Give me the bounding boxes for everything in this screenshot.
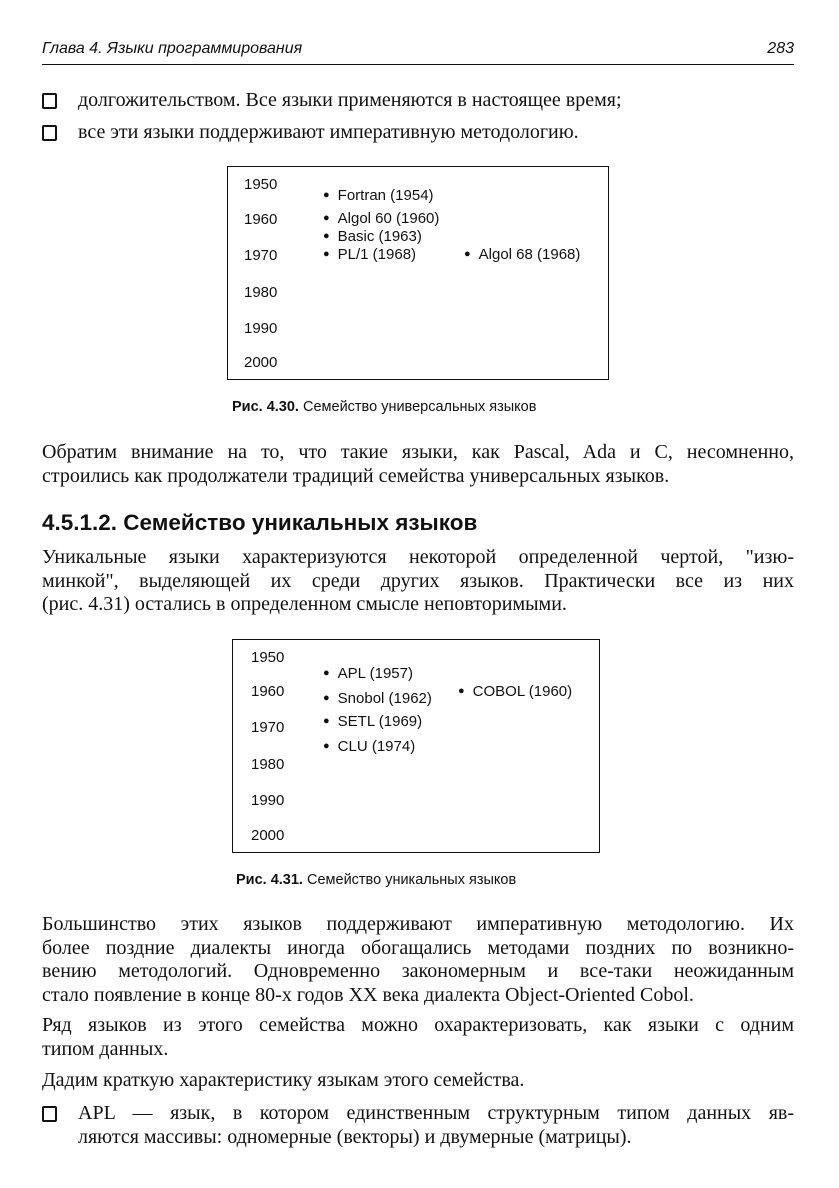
- year-label: 1970: [251, 719, 285, 736]
- figure-caption: [232, 399, 536, 415]
- bullet-text: долгожительством. Все языки применяются в настоящее время;: [78, 89, 622, 111]
- text-line: Уникальные языки характеризуются некоторой определенной чертой, "изю-: [42, 546, 794, 568]
- language-entry: ● Algol 60 (1960): [323, 210, 439, 227]
- text-line: стало появление в конце 80-х годов XX века диалекта Object-Oriented Cobol.: [42, 983, 694, 1006]
- paragraph: [42, 441, 794, 488]
- checkbox-bullet-icon: [42, 125, 57, 141]
- paragraph: [42, 546, 794, 617]
- caption-text: Семейство уникальных языков: [307, 872, 517, 888]
- paragraph: [42, 913, 794, 1007]
- language-entry: ● SETL (1969): [323, 713, 422, 730]
- language-entry: ● COBOL (1960): [458, 683, 572, 700]
- bullet-text: APL — язык, в котором единственным структурным типом данных яв-: [78, 1102, 794, 1124]
- year-label: 1990: [244, 320, 278, 337]
- caption-label: Рис. 4.30.: [232, 399, 299, 415]
- text-line: типом данных.: [42, 1037, 169, 1060]
- year-label: 1990: [251, 792, 285, 809]
- checkbox-bullet-icon: [42, 93, 57, 109]
- text-line: минкой", выделяющей их среди других языков. Практически все из них: [42, 569, 794, 592]
- text-line: вению методологий. Одновременно закономерным и все-таки неожиданным: [42, 960, 794, 982]
- bullet-text: все эти языки поддерживают императивную методологию.: [78, 121, 579, 143]
- text-line: Ряд языков из этого семейства можно охарактеризовать, как языки с одним: [42, 1014, 794, 1036]
- year-label: 1960: [244, 211, 278, 228]
- language-entry: ● PL/1 (1968): [323, 246, 416, 263]
- year-label: 1980: [251, 756, 285, 773]
- year-label: 1970: [244, 247, 278, 264]
- language-entry: ● CLU (1974): [323, 738, 415, 755]
- year-label: 1950: [244, 176, 278, 193]
- section-heading: 4.5.1.2. Семейство уникальных языков: [42, 510, 478, 535]
- language-entry: ● Fortran (1954): [323, 187, 434, 204]
- year-label: 1980: [244, 284, 278, 301]
- language-entry: ● APL (1957): [323, 665, 413, 682]
- text-line: Большинство этих языков поддерживают императивную методологию. Их: [42, 913, 794, 935]
- paragraph: [42, 1069, 794, 1093]
- running-head: [42, 38, 794, 65]
- page-number: 283: [767, 40, 794, 57]
- text-line: строились как продолжатели традиций семейства универсальных языков.: [42, 464, 670, 487]
- text-line: более поздние диалекты иногда обогащались методами поздних по возникно-: [42, 936, 794, 959]
- language-entry: ● Algol 68 (1968): [464, 246, 580, 263]
- text-line: Обратим внимание на то, что такие языки, как Pascal, Ada и C, несомненно,: [42, 441, 794, 463]
- text-line: (рис. 4.31) остались в определенном смысле неповторимыми.: [42, 593, 567, 615]
- language-entry: ● Basic (1963): [323, 228, 422, 245]
- paragraph: [42, 1014, 794, 1061]
- year-label: 2000: [244, 354, 278, 371]
- year-label: 1960: [251, 683, 285, 700]
- checkbox-bullet-icon: [42, 1106, 57, 1122]
- text-line: Дадим краткую характеристику языкам этого семейства.: [42, 1069, 525, 1091]
- figure-universal-languages: [227, 166, 609, 380]
- chapter-title: Глава 4. Языки программирования: [42, 40, 303, 57]
- caption-label: Рис. 4.31.: [236, 872, 303, 888]
- caption-text: Семейство универсальных языков: [303, 399, 537, 415]
- year-label: 1950: [251, 649, 285, 666]
- year-label: 2000: [251, 827, 285, 844]
- figure-unique-languages: [232, 639, 600, 853]
- figure-caption: [236, 872, 516, 888]
- bullet-text: ляются массивы: одномерные (векторы) и двумерные (матрицы).: [78, 1126, 632, 1148]
- language-entry: ● Snobol (1962): [323, 690, 432, 707]
